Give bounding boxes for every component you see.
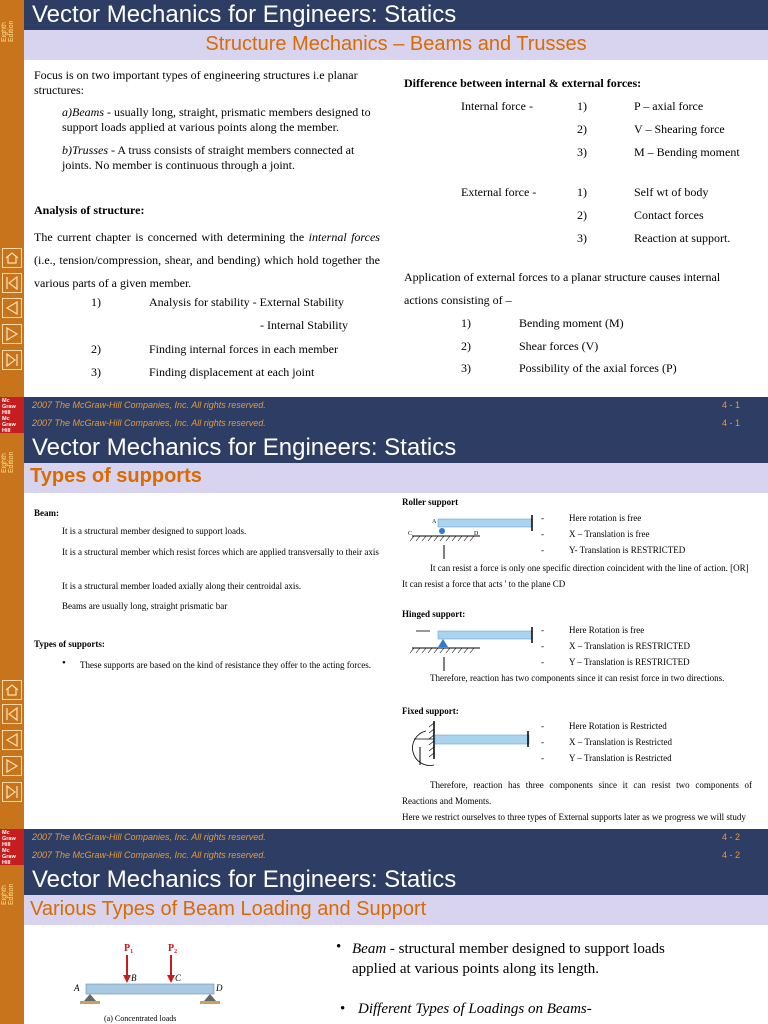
roller-label-c: C [408, 531, 413, 537]
footer-copyright: 2007 The McGraw-Hill Companies, Inc. All rights reserved. [32, 850, 266, 860]
concentrated-loads-figure [70, 939, 230, 1024]
svg-text:Mc: Mc [2, 830, 10, 836]
home-icon[interactable] [2, 248, 22, 268]
slide-3 [0, 847, 768, 1024]
next-slide-icon[interactable] [2, 756, 22, 776]
footer [0, 397, 768, 415]
slide-title: Vector Mechanics for Engineers: Statics [32, 434, 457, 461]
internal-num-3: 3) [577, 145, 587, 159]
slide-number: 4 - 1 [721, 400, 740, 410]
action-num-3: 3) [461, 361, 471, 375]
internal-label: Internal force - [461, 99, 533, 113]
svg-text:Mc: Mc [2, 416, 10, 422]
analysis-item-3: Finding displacement at each joint [149, 365, 315, 379]
beam-point-1: It is a structural member designed to support loads. [62, 526, 247, 536]
beams-term: a)Beams [62, 105, 104, 119]
fixed-note-2: Here we restrict ourselves to three types of External supports later as we progress we will study [402, 812, 746, 822]
footer-copyright: 2007 The McGraw-Hill Companies, Inc. All rights reserved. [32, 418, 266, 428]
hinged-dash-3: - [541, 657, 544, 667]
roller-item-2: X – Translation is free [569, 529, 650, 539]
hinged-item-1: Here Rotation is free [569, 625, 645, 635]
slide-number: 4 - 1 [721, 418, 740, 428]
analysis-item-2: Finding internal forces in each member [149, 342, 338, 356]
beams-desc: - usually long, straight, prismatic members designed to support loads applied at various points along the member. [62, 105, 371, 134]
roller-support-figure [404, 511, 544, 561]
roller-label-d: D [474, 531, 479, 537]
point-b-label: B [131, 973, 137, 983]
last-slide-icon[interactable] [2, 350, 22, 370]
svg-text:Graw: Graw [2, 404, 16, 410]
svg-text:Graw: Graw [2, 836, 16, 842]
footer [0, 829, 768, 847]
svg-text:Hill: Hill [2, 842, 11, 847]
trusses-definition [62, 143, 380, 173]
fixed-support-figure [404, 717, 544, 771]
mcgraw-hill-logo [0, 829, 24, 847]
types-heading: Types of supports: [34, 639, 105, 649]
application-text: Application of external forces to a planar structure causes internal actions consisting of – [404, 270, 721, 307]
slide-number: 4 - 2 [721, 850, 740, 860]
analysis-p1: The current chapter is concerned with determining the [34, 230, 309, 244]
hinged-heading: Hinged support: [402, 609, 466, 619]
title-bar [24, 0, 768, 30]
diff-heading: Difference between internal & external forces: [404, 76, 642, 90]
slide-title: Vector Mechanics for Engineers: Statics [32, 1, 457, 28]
title-bar [24, 865, 768, 895]
slide-2 [0, 415, 768, 847]
analysis-num-1: 1) [91, 295, 101, 309]
subtitle-bar [24, 463, 768, 493]
slide-subtitle: Types of supports [30, 465, 202, 487]
trusses-desc: - A truss consists of straight members connected at joints. No member is continuous through a joint. [62, 143, 355, 172]
action-num-2: 2) [461, 339, 471, 353]
roller-label-a: A [432, 519, 437, 525]
beam-heading: Beam: [34, 508, 59, 518]
sidebar [0, 847, 24, 1024]
internal-item-3: M – Bending moment [634, 145, 740, 159]
analysis-paragraph [34, 226, 380, 295]
edition-label: Eighth Edition [1, 20, 15, 42]
load-p1-label: $P_1$ [124, 943, 134, 955]
analysis-num-2: 2) [91, 342, 101, 356]
home-icon[interactable] [2, 680, 22, 700]
internal-num-1: 1) [577, 99, 587, 113]
bullet-1-dot: • [336, 939, 342, 955]
hinged-item-3: Y – Translation is RESTRICTED [569, 657, 690, 667]
fixed-dash-3: - [541, 753, 544, 763]
action-num-1: 1) [461, 316, 471, 330]
svg-text:Hill: Hill [2, 410, 11, 415]
hinged-dash-1: - [541, 625, 544, 635]
mcgraw-hill-logo-mark [1, 397, 23, 415]
external-num-3: 3) [577, 231, 587, 245]
bullet-2-dot: • [340, 1001, 346, 1017]
external-item-2: Contact forces [634, 208, 704, 222]
previous-slide-icon[interactable] [2, 298, 22, 318]
load-p2-label: $P_2$ [168, 943, 178, 955]
analysis-p2: (i.e., tension/compression, shear, and bending) which hold together the various parts of a given member. [34, 253, 380, 290]
svg-text:Hill: Hill [2, 860, 11, 865]
action-item-2: Shear forces (V) [519, 339, 599, 353]
fixed-note: Therefore, reaction has three components since it can resist two components of Reactions and Moments. [402, 780, 752, 806]
mcgraw-hill-logo-mark [1, 415, 23, 433]
roller-note: It can resist a force is only one specific direction coincident with the line of action. [OR] It can resist a force that acts ' to the plane CD [402, 563, 749, 589]
hinged-item-2: X – Translation is RESTRICTED [569, 641, 691, 651]
slide-2-header-strip [0, 415, 768, 433]
first-slide-icon[interactable] [2, 704, 22, 724]
action-item-3: Possibility of the axial forces (P) [519, 361, 677, 375]
external-item-3: Reaction at support. [634, 231, 731, 245]
roller-item-1: Here rotation is free [569, 513, 642, 523]
analysis-em: internal forces [308, 230, 380, 244]
support-d-label: D [216, 983, 223, 993]
footer-copyright: 2007 The McGraw-Hill Companies, Inc. All rights reserved. [32, 832, 266, 842]
intro-text: Focus is on two important types of engineering structures i.e planar structures: [34, 68, 358, 97]
svg-text:Mc: Mc [2, 398, 10, 404]
edition-label: Eighth Edition [1, 883, 15, 905]
footer-copyright: 2007 The McGraw-Hill Companies, Inc. All rights reserved. [32, 400, 266, 410]
svg-text:Hill: Hill [2, 428, 11, 433]
hinged-support-figure [404, 623, 544, 673]
external-label: External force - [461, 185, 537, 199]
slide-1 [0, 0, 768, 415]
sidebar [0, 415, 24, 847]
mcgraw-hill-logo-mark [1, 829, 23, 847]
figure-caption: (a) Concentrated loads [104, 1014, 177, 1023]
internal-num-2: 2) [577, 122, 587, 136]
beam-point-4: Beams are usually long, straight prismatic bar [62, 601, 228, 611]
slide-number: 4 - 2 [721, 832, 740, 842]
analysis-item-1b: - Internal Stability [260, 318, 348, 332]
fixed-item-2: X – Translation is Restricted [569, 737, 672, 747]
mcgraw-hill-logo [0, 847, 24, 865]
beam-body [86, 984, 214, 994]
roller-item-3: Y- Translation is RESTRICTED [569, 545, 686, 555]
slide-3-header-strip [0, 847, 768, 865]
subtitle-bar [24, 30, 768, 60]
roller-dash-1: - [541, 513, 544, 523]
internal-item-1: P – axial force [634, 99, 704, 113]
beams-definition [62, 105, 380, 135]
slide-subtitle: Various Types of Beam Loading and Support [30, 898, 427, 920]
fixed-item-3: Y – Translation is Restricted [569, 753, 672, 763]
fixed-item-1: Here Rotation is Restricted [569, 721, 667, 731]
beam-point-3: It is a structural member loaded axially along their centroidal axis. [62, 581, 302, 591]
previous-slide-icon[interactable] [2, 730, 22, 750]
mcgraw-hill-logo [0, 415, 24, 433]
external-num-1: 1) [577, 185, 587, 199]
edition-label: Eighth Edition [1, 451, 15, 473]
roller-dash-3: - [541, 545, 544, 555]
bullet-2: Different Types of Loadings on Beams- [358, 1001, 592, 1017]
trusses-term: b)Trusses [62, 143, 109, 157]
bullet-1-text: - structural member designed to support loads applied at various points along its length. [352, 941, 665, 977]
analysis-heading: Analysis of structure: [34, 203, 145, 217]
first-slide-icon[interactable] [2, 273, 22, 293]
action-item-1: Bending moment (M) [519, 316, 624, 330]
svg-text:Mc: Mc [2, 848, 10, 854]
bullet-1 [352, 939, 682, 979]
roller-heading: Roller support [402, 497, 459, 507]
slide-title: Vector Mechanics for Engineers: Statics [32, 866, 457, 893]
mcgraw-hill-logo [0, 397, 24, 415]
roller-dash-2: - [541, 529, 544, 539]
fixed-heading: Fixed support: [402, 706, 459, 716]
support-a-label: A [74, 983, 80, 993]
fixed-dash-1: - [541, 721, 544, 731]
external-num-2: 2) [577, 208, 587, 222]
hinged-note: Therefore, reaction has two components since it can resist force in two directions. [430, 673, 725, 683]
next-slide-icon[interactable] [2, 324, 22, 344]
point-c-label: C [175, 973, 182, 983]
mcgraw-hill-logo-mark [1, 847, 23, 865]
external-item-1: Self wt of body [634, 185, 709, 199]
bullet-1-term: Beam [352, 941, 387, 957]
svg-text:Graw: Graw [2, 422, 16, 428]
hinged-dash-2: - [541, 641, 544, 651]
analysis-item-1: Analysis for stability - External Stability [149, 295, 344, 309]
subtitle-bar [24, 895, 768, 925]
analysis-num-3: 3) [91, 365, 101, 379]
last-slide-icon[interactable] [2, 782, 22, 802]
fixed-dash-2: - [541, 737, 544, 747]
internal-item-2: V – Shearing force [634, 122, 725, 136]
bullet-dot: • [62, 657, 66, 669]
slide-subtitle: Structure Mechanics – Beams and Trusses [205, 33, 587, 55]
sidebar [0, 0, 24, 415]
title-bar [24, 433, 768, 463]
svg-text:Graw: Graw [2, 854, 16, 860]
beam-point-2: It is a structural member which resist forces which are applied transversally to their axis [62, 547, 379, 557]
types-bullet: These supports are based on the kind of resistance they offer to the acting forces. [80, 660, 371, 670]
